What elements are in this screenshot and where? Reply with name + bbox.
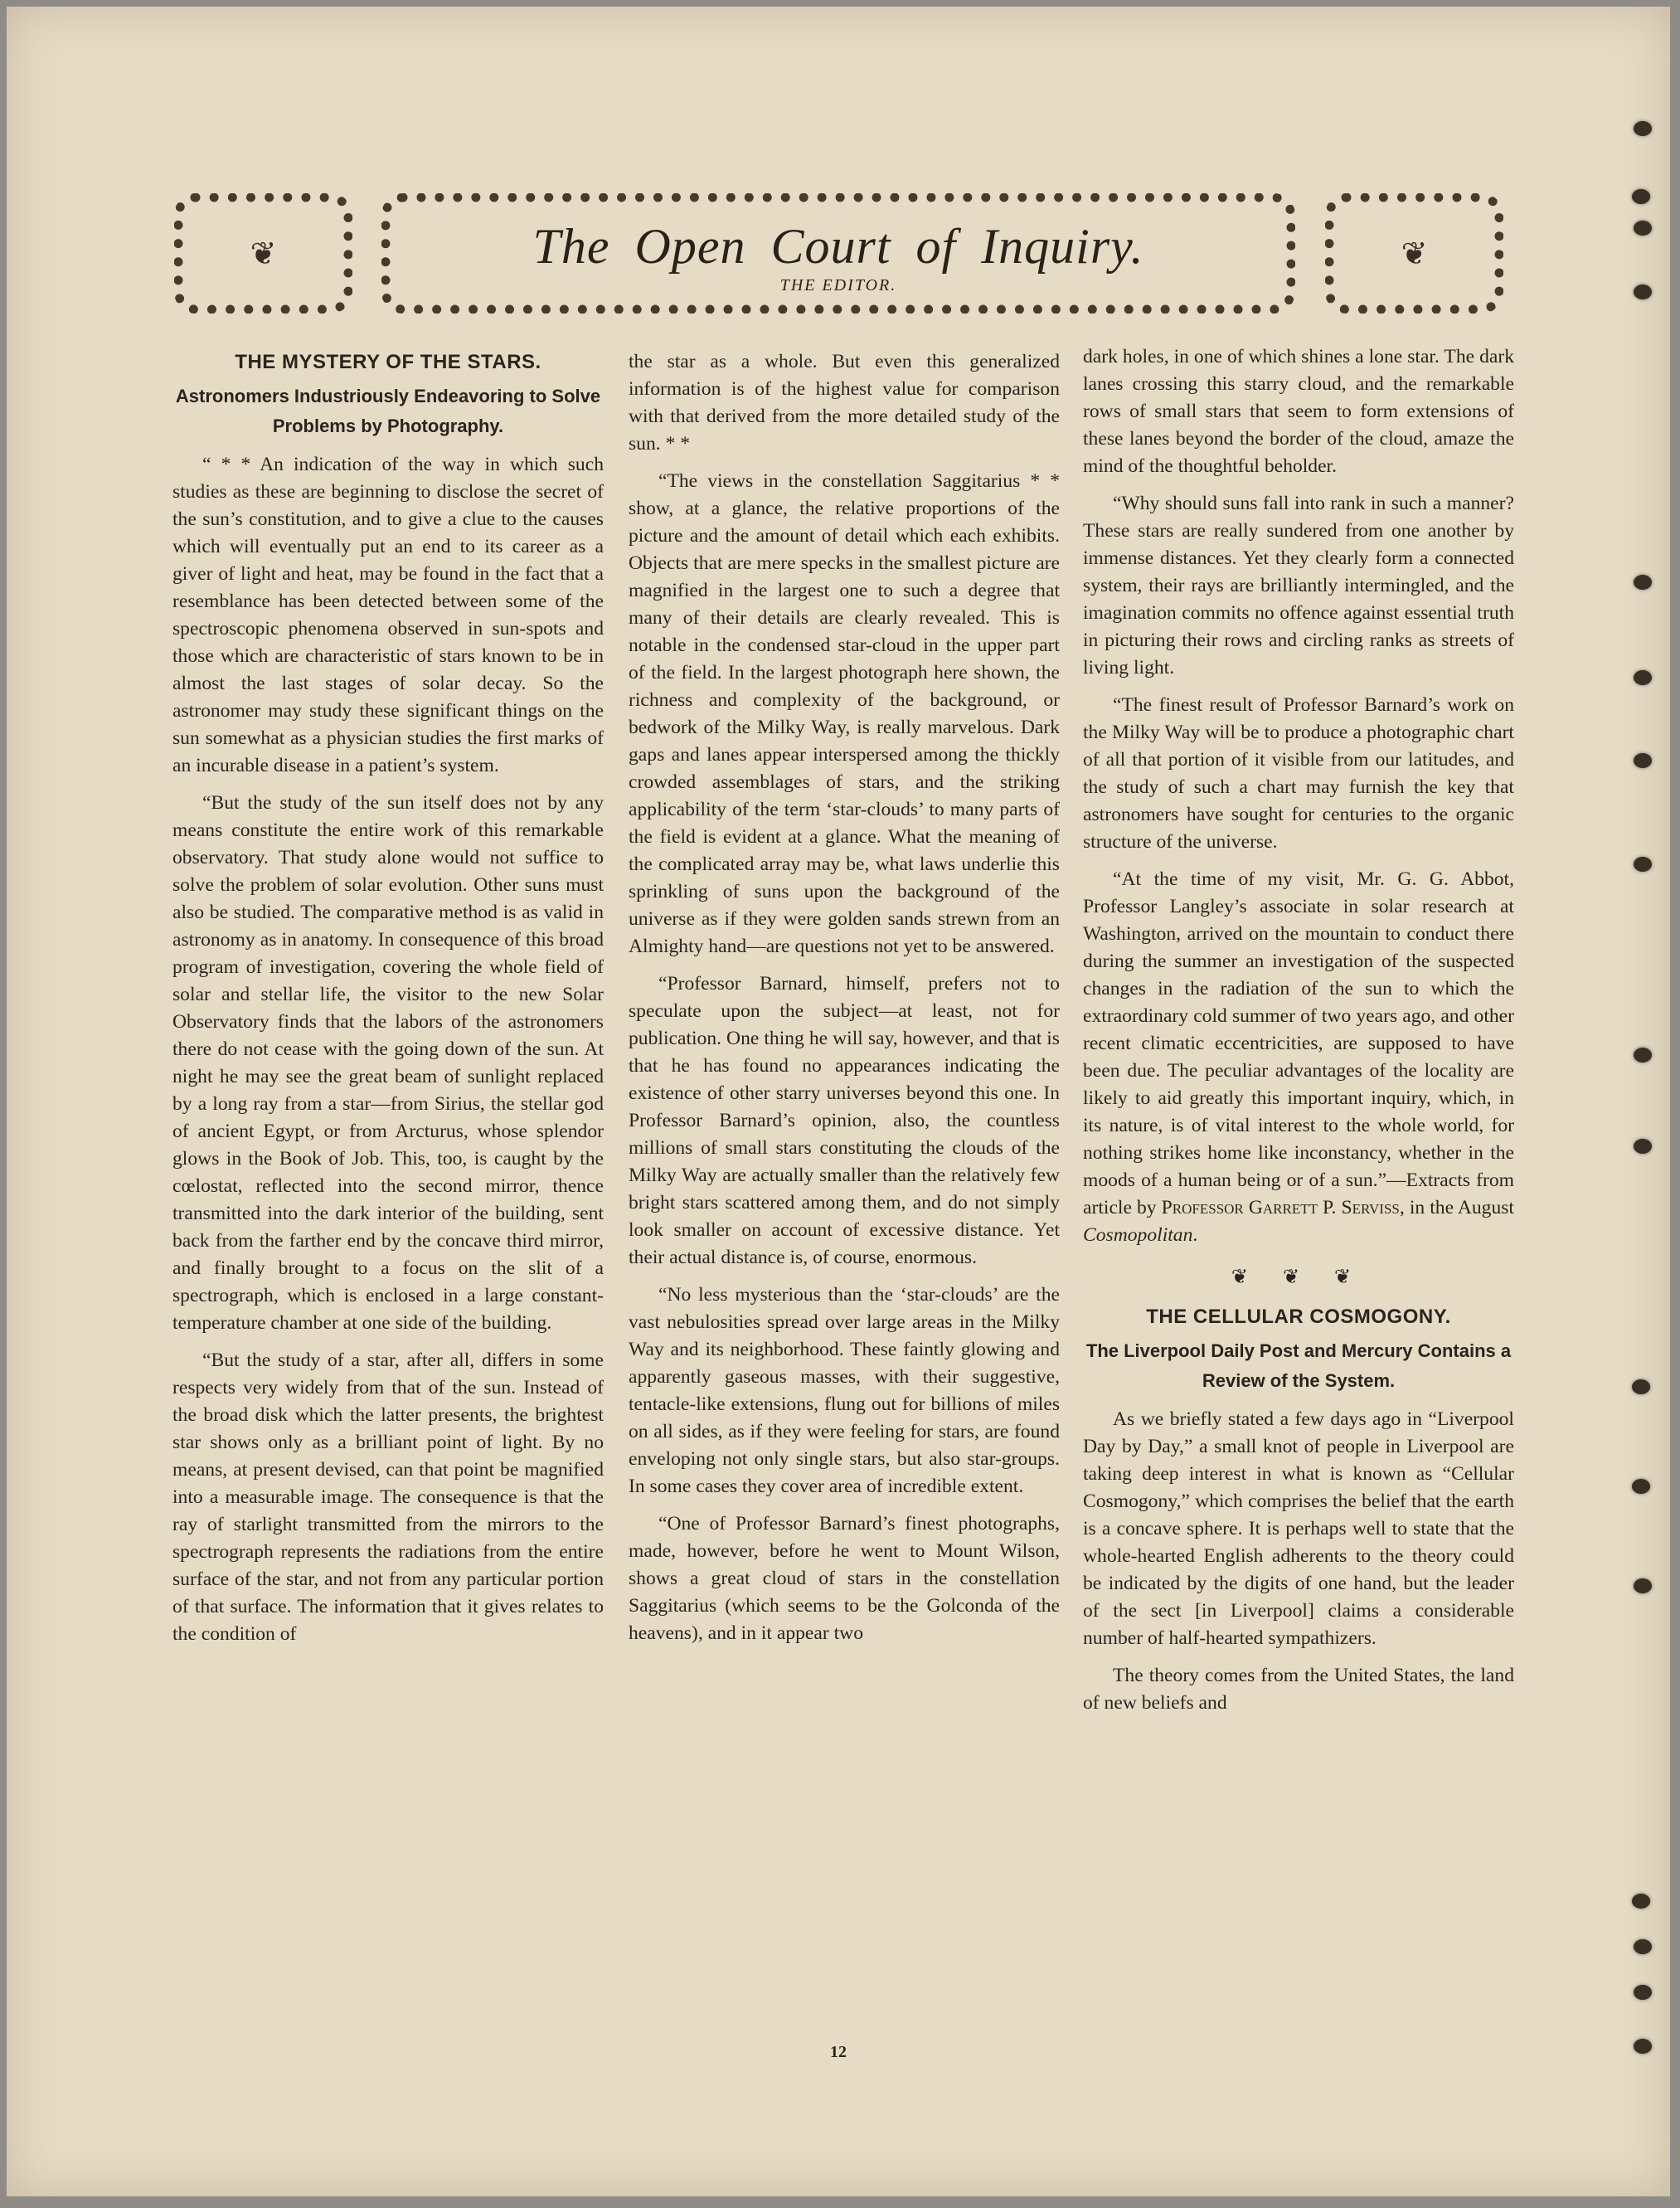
section-separator: ❦ ❦ ❦ [1231, 1267, 1367, 1288]
paragraph-text: , in the August [1399, 1197, 1514, 1218]
paragraph: “But the study of a star, after all, differs in some respects very widely from that of the sun. Instead of the broad disk which the latter presents, the brightest star shows only as a brilliant point of light. By no means, at present devised, can that point be magnified into a measurable image. The consequence is that the ray of starlight transmitted from the mirrors to the spectrograph represents the radiations from the entire surface of the star, and not from any particular portion of that surface. The information that it gives relates to the condition of [172, 1350, 604, 1645]
paragraph: the star as a whole. But even this generalized information is of the highest value for comparison with that derived from the more detailed study of the sun. * * [629, 351, 1060, 455]
binding-hole [1632, 1479, 1650, 1494]
article-heading: THE CELLULAR COSMOGONY. [1146, 1306, 1451, 1328]
binding-hole [1634, 1578, 1652, 1593]
page [7, 7, 1670, 2196]
article-subheading: Astronomers Industriously Endeavoring to Solve Problems by Photography. [175, 386, 601, 436]
paragraph: “The finest result of Professor Barnard’s work on the Milky Way will be to produce a photographic chart of all that portion of it visible from our latitudes, and the study of such a chart may furnish the key that astronomers have sought for centuries to the organic structure of the universe. [1083, 694, 1514, 853]
paragraph: dark holes, in one of which shines a lone star. The dark lanes crossing this starry cloud, and the remarkable rows of small stars that seem to form extensions of these lanes beyond the border of the cloud, amaze the mind of the thoughtful beholder. [1083, 346, 1514, 477]
byline: THE EDITOR. [779, 276, 897, 294]
paragraph: “No less mysterious than the ‘star-clouds’ are the vast nebulosities spread over large areas in the Milky Way and its neighborhood. These faintly glowing and apparently gaseous masses, with their suggestive, tentacle-like extensions, flung out for billions of miles on all sides, as if they were feeling for stars, are found enveloping not only single stars, but also star-groups. In some cases they cover area of incredible extent. [629, 1284, 1060, 1497]
paragraph [1083, 866, 1514, 1249]
page-number: 12 [830, 2043, 847, 2061]
binding-hole [1634, 670, 1652, 685]
binding-hole [1634, 121, 1652, 136]
binding-hole [1634, 753, 1652, 768]
paragraph: “Professor Barnard, himself, prefers not to speculate upon the subject—at least, not for publication. One thing he will say, however, and that is that he has found no appearances indicating the existence of other starry universes beyond this one. In Professor Barnard’s opinion, also, the countless millions of small stars constituting the clouds of the Milky Way are actually smaller than the relatively few bright stars scattered among them, and do not simply look smaller on account of excessive distance. Yet their actual distance is, of course, enormous. [629, 973, 1060, 1268]
column-1 [172, 348, 604, 1658]
paragraph: “The views in the constellation Saggitarius * * show, at a glance, the relative proportions of the picture and the amount of detail which each exhibits. Objects that are mere specks in the smallest picture are magnified in the largest one to such a degree that many of their details are clearly revealed. This is notable in the condensed star-cloud in the upper part of the field. In the largest photograph here shown, the richness and complexity of the background, or bedwork of the Milky Way, is really marvelous. Dark gaps and lanes appear interspersed among the thickly crowded assemblages of stars, and the striking applicability of the term ‘star-clouds’ to many parts of the field is evident at a glance. What the meaning of the complicated array may be, what laws underlie this sprinkling of suns upon the background of the universe as if they were golden sands strewn from an Almighty hand—are questions not yet to be answered. [629, 470, 1060, 957]
binding-hole [1632, 1894, 1650, 1909]
binding-hole [1634, 1985, 1652, 2000]
paragraph: “ * * An indication of the way in which such studies as these are beginning to disclose the secret of the sun’s constitution, and to give a clue to the causes which will eventually put an end to its career as a giver of light and heat, may be found in the fact that a resemblance has been detected between some of the spectroscopic phenomena observed in sun-spots and those which are characteristic of stars known to be in almost the last stages of solar decay. So the astronomer may study these significant things on the sun somewhat as a physician studies the first marks of an incurable disease in a patient’s system. [172, 454, 604, 776]
paragraph: “Why should suns fall into rank in such a manner? These stars are really sundered from one another by immense distances. Yet they clearly form a connected system, their rays are brilliantly intermingled, and the imagination commits no offence against essential truth in picturing their rows and circling ranks as streets of living light. [1083, 493, 1514, 678]
binding-hole [1634, 575, 1652, 590]
article-heading: THE MYSTERY OF THE STARS. [235, 351, 541, 373]
binding-hole [1634, 857, 1652, 872]
column-3 [1083, 343, 1514, 1727]
paragraph: “But the study of the sun itself does not by any means constitute the entire work of this remarkable observatory. That study alone would not suffice to solve the problem of solar evolution. Other suns must also be studied. The comparative method is as valid in astronomy as in anatomy. In consequence of this broad program of investigation, covering the whole field of solar and stellar life, the visitor to the new Solar Observatory finds that the labors of the astronomers there do not cease with the going down of the sun. At night he may see the great beam of sunlight replaced by a long ray from a star—from Sirius, the stellar god of ancient Egypt, or from Arcturus, whose splendor glows in the Book of Job. This, too, is caught by the cœlostat, reflected into the second mirror, thence transmitted into the dark interior of the building, sent back from the farther end by the concave third mirror, and finally brought to a focus on the slit of a spectrograph, which is enclosed in a large constant-temperature chamber at one side of the building. [172, 792, 604, 1334]
paragraph: “One of Professor Barnard’s finest photographs, made, however, before he went to Mount Wilson, shows a great cloud of stars in the constellation Saggitarius (which seems to be the Golconda of the heavens), and in it appear two [629, 1513, 1060, 1644]
paragraph: The theory comes from the United States, the land of new beliefs and [1083, 1665, 1514, 1714]
fleuron-icon: ❦ [250, 236, 277, 271]
masthead [7, 193, 1670, 322]
publication-name: Cosmopolitan [1083, 1224, 1193, 1246]
binding-hole [1632, 1379, 1650, 1394]
fleuron-icon: ❦ [1401, 236, 1428, 271]
author-name: Professor Garrett P. Serviss [1161, 1197, 1400, 1218]
binding-hole [1634, 1048, 1652, 1063]
page-title: The Open Court of Inquiry. [532, 219, 1144, 274]
column-2 [629, 348, 1060, 1657]
paragraph-text: . [1192, 1224, 1198, 1246]
binding-hole [1634, 1139, 1652, 1154]
paragraph: As we briefly stated a few days ago in “Liverpool Day by Day,” a small knot of people in Liverpool are taking deep interest in what is known as “Cellular Cosmogony,” which comprises the belief that the earth is a concave sphere. It is perhaps well to state that the whole-hearted English adherents to the theory could be indicated by the digits of one hand, but the leader of the sect [in Liverpool] claims a considerable number of half-hearted sympathizers. [1083, 1408, 1514, 1649]
article-subheading: The Liverpool Daily Post and Mercury Contains a Review of the System. [1085, 1340, 1512, 1391]
binding-hole [1634, 1939, 1652, 1954]
paragraph-text: “At the time of my visit, Mr. G. G. Abbot, Professor Langley’s associate in solar research at Washington, arrived on the mountain to conduct there during the summer an investigation of the suspected changes in the radiation of the sun to which the extraordinary cold summer of two years ago, and other recent climatic eccentricities, are supposed to have been due. The peculiar advantages of the locality are likely to aid greatly this important inquiry, which, in its nature, is of vital interest to the whole world, for nothing strikes home like inconstancy, whether in the moods of a human being or of a sun.”—Extracts from article by [1083, 868, 1514, 1218]
